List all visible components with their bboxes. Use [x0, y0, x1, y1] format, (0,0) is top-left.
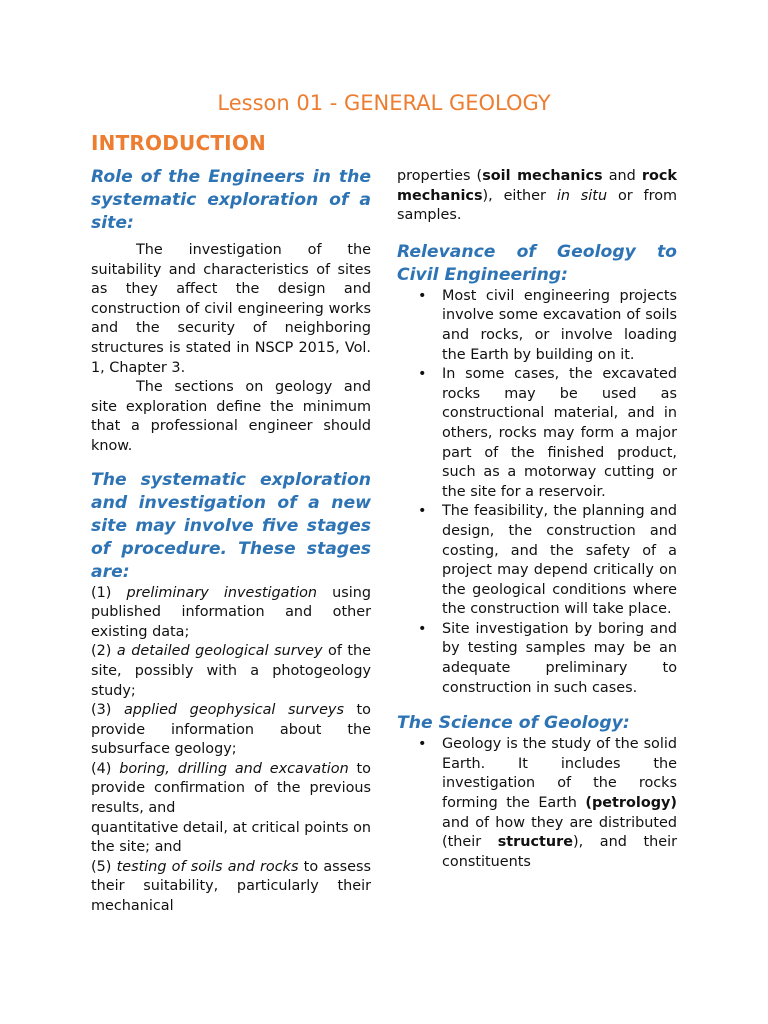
stage-item: (4) boring, drilling and excavation to provide confirmation of the previous results, and: [91, 760, 371, 817]
document-title: Lesson 01 - GENERAL GEOLOGY: [217, 91, 551, 115]
list-item: • Geology is the study of the solid Earth. It includes the investigation of the rocks forming the Earth (petrology) and of how they are distributed (their structure), and their constituents: [397, 735, 677, 872]
list-item: • Site investigation by boring and by testing samples may be an adequate preliminary to construction in such cases.: [397, 620, 677, 698]
left-column: [91, 166, 371, 917]
paragraph-continued: properties (soil mechanics and rock mechanics), either in situ or from samples.: [397, 168, 678, 224]
stage-item: (2) a detailed geological survey of the site, possibly with a photogeology study;: [91, 643, 371, 699]
right-column: [397, 167, 677, 872]
heading-systematic-exploration: The systematic exploration and investigation of a new site may involve five stages of procedure. These stages are:: [91, 469, 371, 582]
stage-item: quantitative detail, at critical points on the site; and: [91, 819, 371, 856]
geology-bullet-list: [397, 735, 677, 872]
section-heading: INTRODUCTION: [91, 131, 266, 155]
stage-item: (3) applied geophysical surveys to provide information about the subsurface geology;: [91, 702, 371, 758]
list-item: • Most civil engineering projects involve some excavation of soils and rocks, or involve loading the Earth by building on it.: [397, 287, 677, 365]
paragraph-sections: The sections on geology and site exploration define the minimum that a professional engineer should know.: [91, 379, 371, 454]
stages-list: [91, 584, 371, 917]
heading-science-of-geology: The Science of Geology:: [397, 713, 630, 734]
stage-item: (1) preliminary investigation using published information and other existing data;: [91, 584, 371, 640]
relevance-bullet-list: [397, 287, 677, 698]
paragraph-investigation: The investigation of the suitability and characteristics of sites as they affect the design and construction of civil engineering works and the security of neighboring structures is stated in NSCP 2015, Vol. 1, Chapter 3.: [91, 242, 371, 376]
list-item: • In some cases, the excavated rocks may be used as constructional material, and in others, rocks may form a major part of the finished product, such as a motorway cutting or the site for a reservoir.: [397, 365, 677, 502]
stage-item: (5) testing of soils and rocks to assess their suitability, particularly their mechanical: [91, 858, 371, 915]
heading-relevance-of-geology: Relevance of Geology to Civil Engineering:: [397, 241, 677, 285]
heading-role-of-engineers: Role of the Engineers in the systematic exploration of a site:: [91, 167, 371, 233]
list-item: • The feasibility, the planning and design, the construction and costing, and the safety of a project may depend critically on the geological conditions where the construction will take place.: [397, 502, 677, 620]
